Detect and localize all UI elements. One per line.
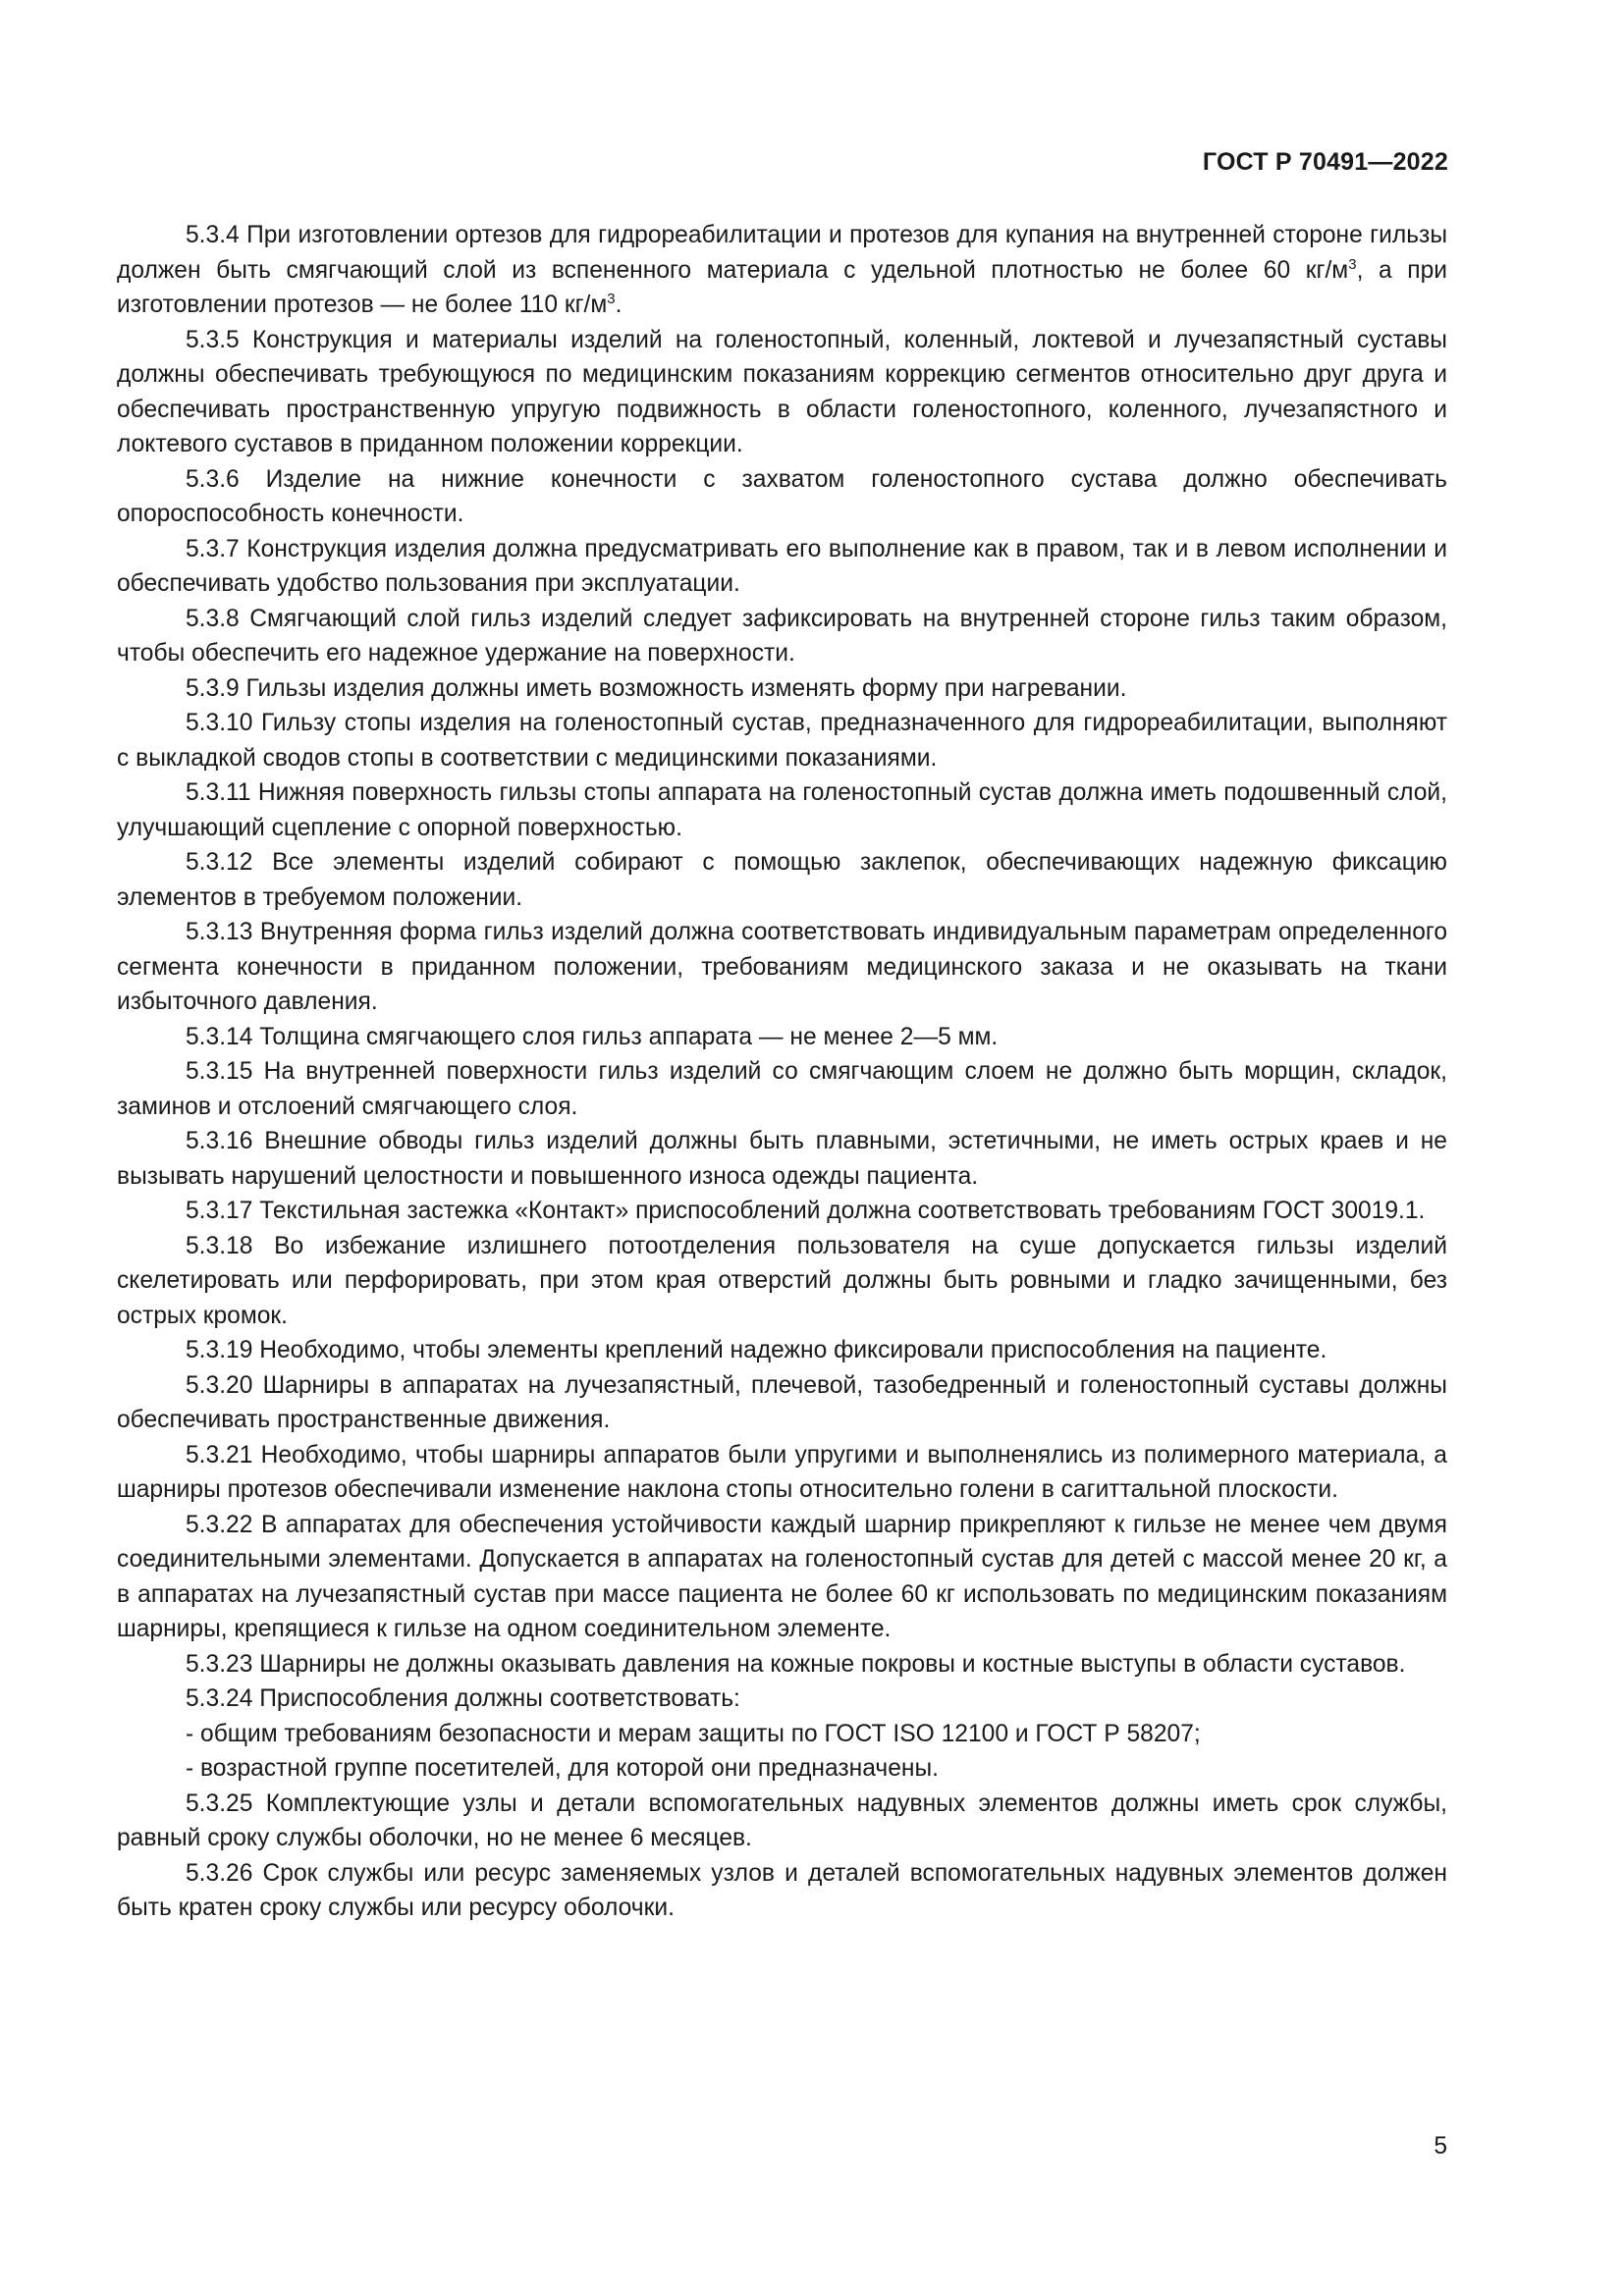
clause-number: 5.3.15 [186,1058,253,1085]
standard-id: ГОСТ Р 70491—2022 [1202,148,1448,176]
clause-number: 5.3.13 [186,919,253,945]
clause-5-3-12 [117,845,1447,915]
clause-text: Изделие на нижние конечности с захватом голеностопного сустава должно обеспечивать опороспособность конечности. [117,465,1447,527]
clause-number: 5.3.26 [186,1859,253,1887]
clause-5-3-14 [117,1020,1447,1055]
clause-text: Гильзы изделия должны иметь возможность изменять форму при нагревании. [245,674,1127,702]
clause-text: Необходимо, чтобы элементы креплений надежно фиксировали приспособления на пациенте. [259,1337,1327,1363]
clause-number: 5.3.12 [186,849,253,876]
clause-number: 5.3.8 [186,605,240,632]
clause-5-3-16 [117,1124,1447,1194]
clause-number: 5.3.7 [186,535,240,562]
clause-text: , а при изготовлении протезов — не более 110 кг/м [117,256,1447,318]
clause-text: Конструкция изделия должна предусматривать его выполнение как в правом, так и в левом исполнении и обеспечивать удобство пользования при эксплуатации. [117,535,1447,597]
list-item [117,1751,1447,1787]
clause-number: 5.3.5 [186,326,240,353]
clause-text: . [615,292,623,318]
clause-text: Приспособления должны соответствовать: [259,1685,740,1712]
clause-number: 5.3.10 [186,710,253,736]
clause-text: Текстильная застежка «Контакт» приспособлений должна соответствовать требованиям ГОСТ 30019.1. [259,1198,1426,1224]
clause-5-3-5 [117,323,1447,462]
clause-5-3-21 [117,1438,1447,1508]
clause-number: 5.3.19 [186,1337,253,1363]
superscript: 3 [607,290,616,307]
list-item-text: - общим требованиям безопасности и мерам защиты по ГОСТ ISO 12100 и ГОСТ Р 58207; [186,1720,1201,1747]
clause-5-3-10 [117,706,1447,775]
clause-text: Нижняя поверхность гильзы стопы аппарата на голеностопный сустав должна иметь подошвенный слой, улучшающий сцепление с опорной поверхностью. [117,779,1447,841]
clause-number: 5.3.11 [186,779,251,806]
clause-5-3-8 [117,602,1447,671]
clause-5-3-25 [117,1787,1447,1856]
clause-text: В аппаратах для обеспечения устойчивости каждый шарнир прикрепляют к гильзе не менее чем двумя соединительными элементами. Допускается в аппаратах на голеностопный сустав для детей с массой менее 20 кг, а в аппаратах на лучезапястный сустав при массе пациента не более 60 кг использовать по медицинским показаниям шарниры, крепящиеся к гильзе на одном соединительном элементе. [117,1511,1447,1642]
clause-text: Шарниры в аппаратах на лучезапястный, плечевой, тазобедренный и голеностопный суставы должны обеспечивать пространственные движения. [117,1371,1447,1433]
list-item-text: - возрастной группе посетителей, для которой они предназначены. [186,1755,939,1782]
clause-text: Смягчающий слой гильз изделий следует зафиксировать на внутренней стороне гильз таким образом, чтобы обеспечить его надежное удержание на поверхности. [117,605,1447,667]
clause-text: Необходимо, чтобы шарниры аппаратов были упругими и выполненялись из полимерного материала, а шарниры протезов обеспечивали изменение наклона стопы относительно голени в сагиттальной плоскости. [117,1441,1447,1503]
superscript: 3 [1348,255,1357,273]
clause-5-3-15 [117,1054,1447,1124]
clause-5-3-17 [117,1194,1447,1229]
clause-text: Все элементы изделий собирают с помощью заклепок, обеспечивающих надежную фиксацию элементов в требуемом положении. [117,849,1447,911]
document-body [117,218,1447,1926]
clause-number: 5.3.16 [186,1128,253,1154]
clause-5-3-23 [117,1647,1447,1682]
clause-5-3-6 [117,462,1447,532]
clause-number: 5.3.4 [186,222,240,248]
clause-number: 5.3.17 [186,1198,253,1224]
clause-number: 5.3.21 [186,1441,253,1468]
clause-text: Шарниры не должны оказывать давления на кожные покровы и костные выступы в области суставов. [259,1650,1406,1678]
clause-number: 5.3.6 [186,465,240,493]
clause-number: 5.3.20 [186,1371,253,1399]
clause-text: При изготовлении ортезов для гидрореабилитации и протезов для купания на внутренней стороне гильзы должен быть смягчающий слой из вспененного материала с удельной плотностью не более 60 кг/м [117,222,1447,284]
clause-text: Комплектующие узлы и детали вспомогательных надувных элементов должны иметь срок службы, равный сроку службы оболочки, но не менее 6 месяцев. [117,1789,1447,1851]
clause-5-3-13 [117,915,1447,1020]
clause-number: 5.3.22 [186,1511,253,1538]
clause-number: 5.3.18 [186,1232,253,1259]
list-item [117,1717,1447,1752]
clause-5-3-22 [117,1508,1447,1647]
clause-5-3-4 [117,218,1447,323]
clause-number: 5.3.25 [186,1789,253,1817]
clause-number: 5.3.24 [186,1685,253,1712]
page-number: 5 [1434,2133,1447,2160]
clause-5-3-18 [117,1229,1447,1334]
clause-number: 5.3.23 [186,1650,253,1678]
clause-5-3-9 [117,671,1447,707]
clause-text: Срок службы или ресурс заменяемых узлов и деталей вспомогательных надувных элементов должен быть кратен сроку службы или ресурсу оболочки. [117,1859,1447,1921]
clause-text: Толщина смягчающего слоя гильз аппарата — не менее 2—5 мм. [259,1023,999,1050]
clause-5-3-11 [117,775,1447,845]
clause-5-3-20 [117,1368,1447,1438]
clause-5-3-24 [117,1682,1447,1717]
clause-5-3-7 [117,532,1447,602]
clause-text: Гильзу стопы изделия на голеностопный сустав, предназначенного для гидрореабилитации, выполняют с выкладкой сводов стопы в соответствии с медицинскими показаниями. [117,710,1447,772]
clause-text: Внутренняя форма гильз изделий должна соответствовать индивидуальным параметрам определенного сегмента конечности в приданном положении, требованиям медицинского заказа и не оказывать на ткани избыточного давления. [117,919,1448,1015]
clause-5-3-19 [117,1333,1447,1368]
clause-text: На внутренней поверхности гильз изделий со смягчающим слоем не должно быть морщин, складок, заминов и отслоений смягчающего слоя. [117,1058,1447,1120]
clause-text: Во избежание излишнего потоотделения пользователя на суше допускается гильзы изделий скелетировать или перфорировать, при этом края отверстий должны быть ровными и гладко зачищенными, без острых кромок. [117,1232,1447,1329]
clause-number: 5.3.14 [186,1023,253,1050]
clause-number: 5.3.9 [186,674,240,702]
clause-text: Внешние обводы гильз изделий должны быть плавными, эстетичными, не иметь острых краев и не вызывать нарушений целостности и повышенного износа одежды пациента. [117,1128,1447,1190]
clause-5-3-26 [117,1856,1447,1926]
clause-text: Конструкция и материалы изделий на голеностопный, коленный, локтевой и лучезапястный суставы должны обеспечивать требующуюся по медицинским показаниям коррекцию сегментов относительно друг друга и обеспечивать пространственную упругую подвижность в области голеностопного, коленного, лучезапястного и локтевого суставов в приданном положении коррекции. [117,326,1447,457]
